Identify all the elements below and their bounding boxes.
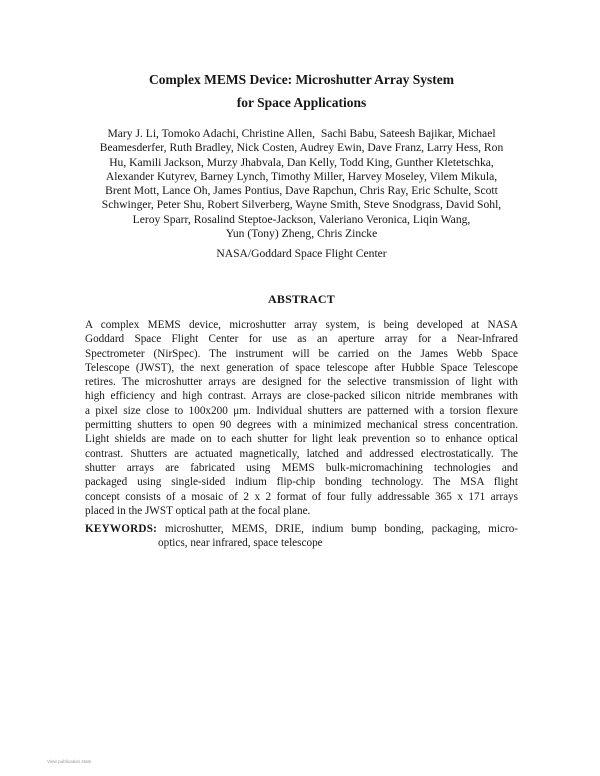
abstract-line: shutter arrays are fabricated using MEMS bulk-micromachining technologies and bbox=[85, 461, 518, 474]
paper-title-line2: for Space Applications bbox=[236, 94, 367, 110]
authors-line: Alexander Kutyrev, Barney Lynch, Timothy Miller, Harvey Moseley, Vilem Mikula, bbox=[105, 169, 498, 183]
view-publication-stats-link[interactable]: View publication stats bbox=[47, 759, 92, 764]
affiliation: NASA/Goddard Space Flight Center bbox=[216, 247, 387, 261]
abstract-line: Telescope (JWST), the next generation of space telescope after Hubble Space Telescope bbox=[85, 361, 518, 374]
abstract-line: concept consists of a mosaic of 2 x 2 format of four fully addressable 365 x 171 arrays bbox=[85, 490, 518, 503]
keywords-section bbox=[85, 522, 518, 551]
keywords-label: KEYWORDS: bbox=[85, 523, 158, 536]
abstract-line: Goddard Space Flight Center for use as an aperture array for a Near-Infrared bbox=[85, 333, 518, 346]
abstract-line: contrast. Shutters are actuated magnetically, latched and addressed electrostatically. The bbox=[85, 447, 518, 460]
keywords-text: microshutter, MEMS, DRIE, indium bump bonding, packaging, micro- bbox=[164, 523, 518, 536]
paper-title-line1: Complex MEMS Device: Microshutter Array System bbox=[148, 72, 455, 87]
abstract-line: placed in the JWST optical path at the focal plane. bbox=[85, 504, 311, 517]
authors-line: Schwinger, Peter Shu, Robert Silverberg, Wayne Smith, Steve Snodgrass, David Sohl, bbox=[101, 198, 502, 212]
abstract-line: packaged using single-sided indium flip-chip bonding technology. The MSA flight bbox=[85, 476, 518, 489]
keywords-line1 bbox=[85, 522, 518, 536]
abstract-body bbox=[85, 318, 518, 518]
authors-line: Mary J. Li, Tomoko Adachi, Christine Allen, Sachi Babu, Sateesh Bajikar, Michael bbox=[107, 127, 496, 140]
abstract-line: high efficiency and high contrast. Arrays are close-packed silicon nitride membranes with bbox=[85, 390, 518, 403]
authors-line: Yun (Tony) Zheng, Chris Zincke bbox=[225, 227, 378, 241]
page-content bbox=[85, 0, 518, 551]
author-list bbox=[85, 127, 518, 241]
paper-title bbox=[85, 0, 518, 114]
abstract-line: permitting shutters to open 90 degrees with a minimized mechanical stress concentration. bbox=[85, 419, 518, 432]
abstract-heading: ABSTRACT bbox=[268, 291, 335, 306]
authors-line: Beamesderfer, Ruth Bradley, Nick Costen, Audrey Ewin, Dave Franz, Larry Hess, Ron bbox=[99, 141, 504, 155]
authors-line: Brent Mott, Lance Oh, James Pontius, Dave Rapchun, Chris Ray, Eric Schulte, Scott bbox=[105, 184, 498, 198]
authors-line: Hu, Kamili Jackson, Murzy Jhabvala, Dan Kelly, Todd King, Gunther Kletetschka, bbox=[109, 155, 494, 169]
abstract-line: Light shields are made on to each shutter for light leak prevention so to enhance optical bbox=[85, 433, 518, 446]
abstract-line: retires. The microshutter arrays are designed for the selective transmission of light with bbox=[85, 376, 518, 389]
abstract-line: Spectrometer (NirSpec). The instrument will be carried on the James Webb Space bbox=[85, 347, 518, 360]
abstract-line: a pixel size close to 100x200 μm. Individual shutters are patterned with a torsion flexure bbox=[85, 404, 518, 417]
keywords-line2: optics, near infrared, space telescope bbox=[158, 537, 323, 550]
abstract-line: A complex MEMS device, microshutter array system, is being developed at NASA bbox=[85, 318, 518, 331]
authors-line: Leroy Sparr, Rosalind Steptoe-Jackson, Valeriano Veronica, Liqin Wang, bbox=[132, 212, 471, 226]
